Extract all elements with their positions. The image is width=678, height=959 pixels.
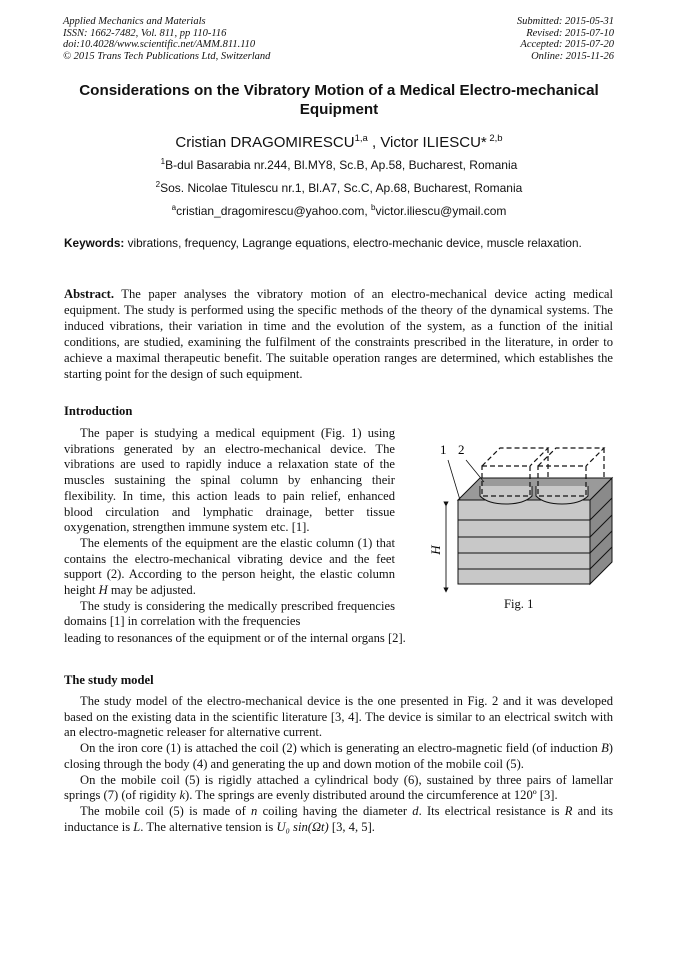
model-paragraph-1: The study model of the electro-mechanical device is the one presented in Fig. 2 and it was developed based on the existing data in the scientific literature [3, 4]. The device is similar to an electrical switch with an electro-magnetic releaser for alternative current. bbox=[64, 694, 613, 740]
var-H: H bbox=[98, 583, 108, 598]
abstract-label: Abstract. bbox=[64, 287, 115, 301]
email-b: victor.iliescu@ymail.com bbox=[375, 204, 507, 218]
date-submitted: Submitted: 2015-05-31 bbox=[516, 16, 614, 27]
affiliation-1-sup: 1 bbox=[160, 157, 166, 166]
affiliation-1-text: B-dul Basarabia nr.244, Bl.MY8, Sc.B, Ap.58, Bucharest, Romania bbox=[165, 158, 518, 172]
author-1-sup: 1,a bbox=[354, 133, 368, 144]
study-model-heading: The study model bbox=[64, 673, 154, 687]
journal-info bbox=[63, 16, 270, 62]
introduction-body bbox=[64, 426, 395, 630]
affiliation-2-sup: 2 bbox=[155, 180, 161, 189]
journal-issn: ISSN: 1662-7482, Vol. 811, pp 110-116 bbox=[63, 27, 227, 39]
author-1: Cristian DRAGOMIRESCU bbox=[175, 134, 355, 151]
affiliation-2-text: Sos. Nicolae Titulescu nr.1, Bl.A7, Sc.C, Ap.68, Bucharest, Romania bbox=[160, 181, 523, 195]
figure-1-caption: Fig. 1 bbox=[504, 597, 534, 611]
keywords-text: vibrations, frequency, Lagrange equations, electro-mechanic device, muscle relaxation. bbox=[124, 236, 582, 250]
feet-well-right bbox=[536, 486, 588, 504]
introduction-heading: Introduction bbox=[64, 404, 133, 418]
author-separator: , bbox=[367, 134, 381, 151]
keywords-label: Keywords: bbox=[64, 236, 125, 250]
model-paragraph-4: The mobile coil (5) is made of n coiling having the diameter d. Its electrical resistance is R and its inductance is L. The alternative tension is U₀ sin(Ωt) [3, 4, 5]. bbox=[64, 803, 614, 834]
paper-title: Considerations on the Vibratory Motion of a Medical Electro-mechanical Equipment bbox=[79, 82, 599, 118]
feet-well-left bbox=[480, 486, 532, 504]
affiliation-2 bbox=[0, 178, 678, 195]
author-line bbox=[0, 130, 678, 152]
journal-copyright: © 2015 Trans Tech Publications Ltd, Switzerland bbox=[63, 50, 271, 62]
date-revised: Revised: 2015-07-10 bbox=[526, 27, 614, 39]
model-paragraph-2: On the iron core (1) is attached the coil (2) which is generating an electro-magnetic field (of induction B) closing through the body (4) and generating the up and down motion of the mobile coil (5). bbox=[64, 741, 613, 771]
date-accepted: Accepted: 2015-07-20 bbox=[520, 39, 614, 51]
email-a: cristian_dragomirescu@yahoo.com, bbox=[176, 204, 372, 218]
date-online: Online: 2015-11-26 bbox=[531, 50, 614, 62]
figure-label-H: H bbox=[428, 545, 443, 555]
author-2: Victor ILIESCU* bbox=[380, 134, 487, 151]
journal-name: Applied Mechanics and Materials bbox=[63, 16, 206, 27]
abstract bbox=[64, 287, 613, 382]
submission-dates bbox=[517, 16, 614, 62]
email-line bbox=[0, 201, 678, 218]
keywords bbox=[64, 235, 613, 251]
affiliation-1 bbox=[0, 155, 678, 172]
study-model-body bbox=[64, 694, 613, 835]
figure-label-2: 2 bbox=[458, 442, 465, 457]
abstract-text: The paper analyses the vibratory motion of an electro-mechanical device acting medical equipment. The study is performed using the specific methods of the theory of the dynamical systems. The induced vibrations, their variation in time and the evolution of the system, as a function of the initial conditions, are studied, examining the fulfilment of the constraints prescribed in the literature, in order to achieve a maximal therapeutic benefit. The suitable operation ranges are determined, which establishes the starting point for the design of such equipment. bbox=[64, 287, 613, 381]
figure-label-1: 1 bbox=[440, 442, 447, 457]
intro-paragraph-1: The paper is studying a medical equipment (Fig. 1) using vibrations generated by an electro-mechanical device. The vibrations are used to rapidly induce a relaxation state of the muscles sustaining the spinal column by enhancing their flexibility. In time, this action leads to pain relief, enhanced blood circulation and lymphatic drainage, better tissue oxygenation, strengthen immune system etc. [1]. bbox=[64, 426, 395, 535]
intro-paragraph-3-end: leading to resonances of the equipment or of the internal organs [2]. bbox=[64, 631, 406, 645]
intro-paragraph-2: The elements of the equipment are the elastic column (1) that contains the electro-mechanical vibrating device and the feet support (2). According to the person height, the elastic column height H may be adjusted. bbox=[64, 535, 395, 598]
intro-paragraph-3: The study is considering the medically prescribed frequencies domains [1] in correlation with the frequencies bbox=[64, 598, 395, 629]
email-a-sup: a bbox=[171, 203, 177, 212]
column-front-face bbox=[458, 500, 590, 584]
author-2-sup: 2,b bbox=[486, 133, 503, 144]
email-b-sup: b bbox=[371, 203, 376, 212]
journal-doi: doi:10.4028/www.scientific.net/AMM.811.110 bbox=[63, 39, 256, 51]
model-paragraph-3: On the mobile coil (5) is rigidly attached a cylindrical body (6), sustained by three pairs of lamellar springs (7) (of rigidity k). The springs are evenly distributed around the circumference at 120º [3]. bbox=[64, 772, 613, 803]
